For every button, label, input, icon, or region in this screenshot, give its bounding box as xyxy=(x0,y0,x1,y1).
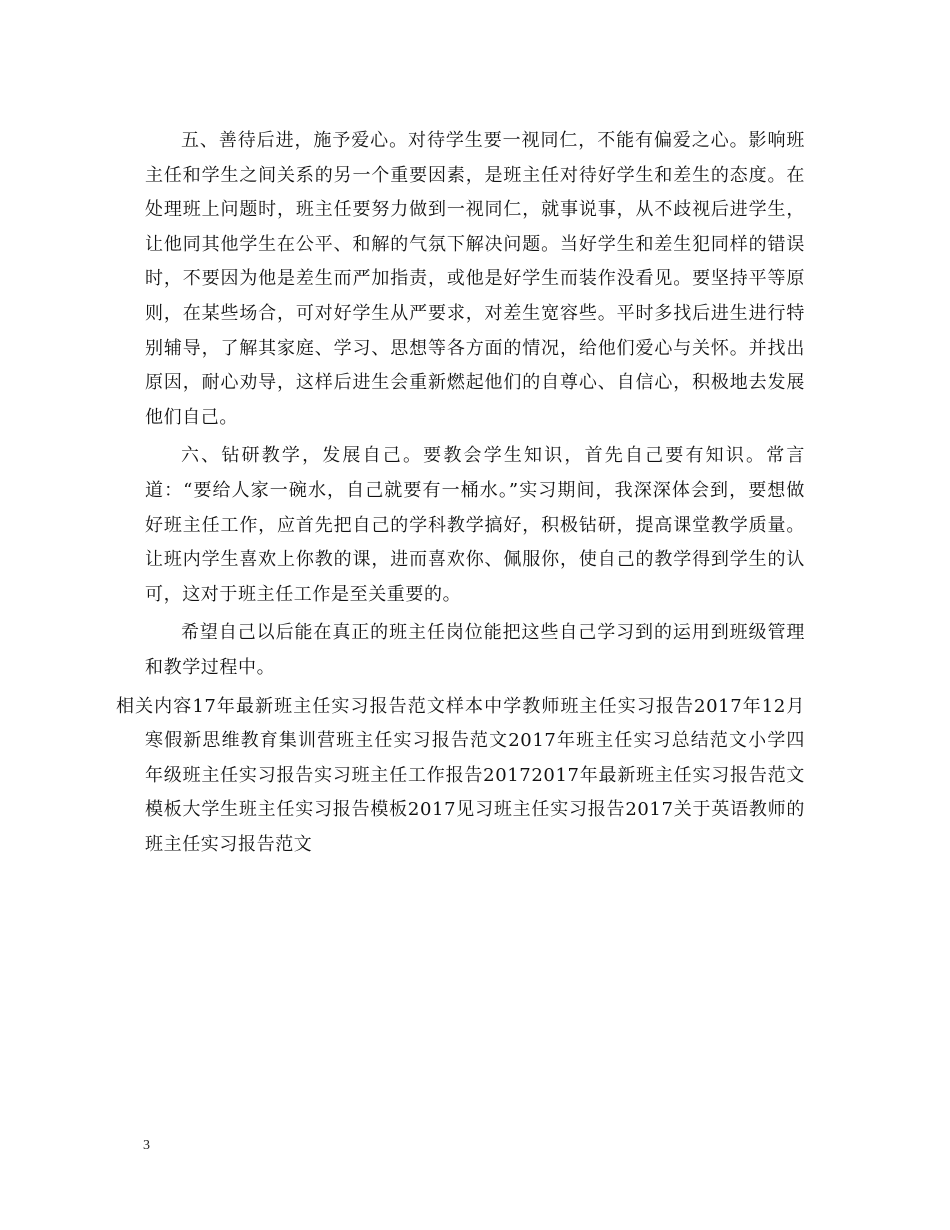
paragraph-treat-backward-students: 五、善待后进，施予爱心。对待学生要一视同仁，不能有偏爱之心。影响班主任和学生之间关系的另一个重要因素，是班主任对待好学生和差生的态度。在处理班上问题时，班主任要努力做到一视同仁，就事说事，从不歧视后进学生，让他同其他学生在公平、和解的气氛下解决问题。当好学生和差生犯同样的错误时，不要因为他是差生而严加指责，或他是好学生而装作没看见。要坚持平等原则，在某些场合，可对好学生从严要求，对差生宽容些。平时多找后进生进行特别辅导，了解其家庭、学习、思想等各方面的情况，给他们爱心与关怀。并找出原因，耐心劝导，这样后进生会重新燃起他们的自尊心、自信心，积极地去发展他们自己。 xyxy=(145,130,805,428)
paragraph-study-teaching: 六、钻研教学，发展自己。要教会学生知识，首先自己要有知识。常言道：“要给人家一碗水，自己就要有一桶水。”实习期间，我深深体会到，要想做好班主任工作，应首先把自己的学科教学搞好，积极钻研，提高课堂教学质量。让班内学生喜欢上你教的课，进而喜欢你、佩服你，使自己的教学得到学生的认可，这对于班主任工作是至关重要的。 xyxy=(145,445,805,605)
paragraph-hope: 希望自己以后能在真正的班主任岗位能把这些自己学习到的运用到班级管理和教学过程中。 xyxy=(145,622,805,678)
page-number: 3 xyxy=(143,1138,150,1153)
related-content: 相关内容17年最新班主任实习报告范文样本中学教师班主任实习报告2017年12月寒假新思维教育集训营班主任实习报告范文2017年班主任实习总结范文小学四年级班主任实习报告实习班主任工作报告20172017年最新班主任实习报告范文模板大学生班主任实习报告模板2017见习班主任实习报告2017关于英语教师的班主任实习报告范文 xyxy=(116,695,805,855)
document-body xyxy=(116,124,805,866)
